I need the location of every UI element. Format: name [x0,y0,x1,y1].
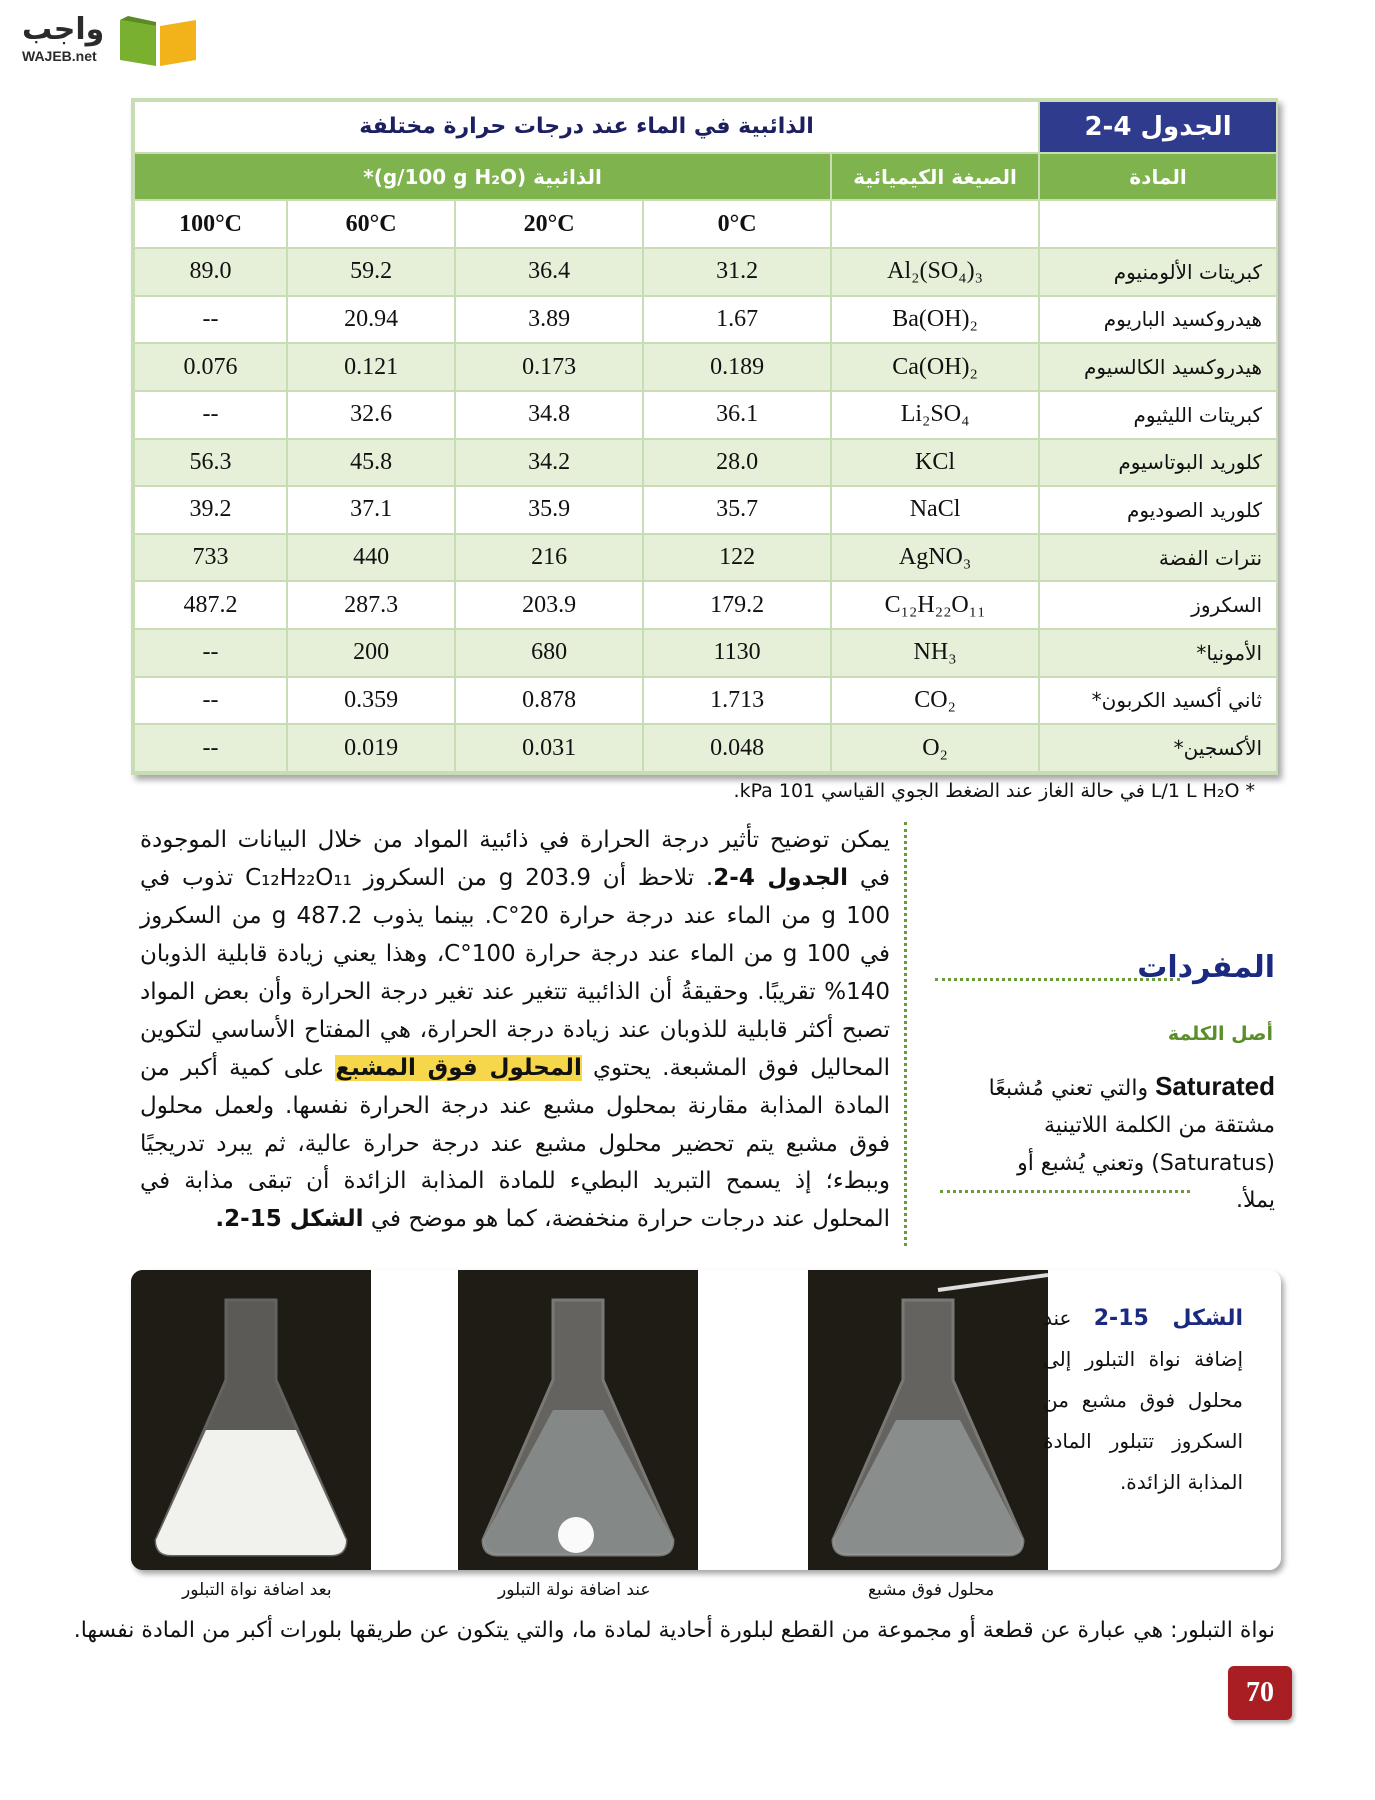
formula: Al₂(SO₄)₃ [831,248,1039,296]
divider [940,1190,1190,1193]
key-term: المحلول فوق المشبع [335,1054,582,1081]
formula: Li₂SO₄ [831,391,1039,439]
cell: 59.2 [287,248,455,296]
cell: 28.0 [643,439,831,487]
photo-after-seed [131,1270,371,1570]
cell: 34.2 [455,439,643,487]
book-icon [118,12,198,68]
cell: 36.1 [643,391,831,439]
definition-note: نواة التبلور: هي عبارة عن قطعة أو مجموعة من القطع لبلورة أحادية لمادة ما، والتي يتكون عن طريقها بلورات أكبر من المادة نفسها. [73,1618,1275,1643]
vocab-line2: مشتقة من الكلمة اللاتينية [1043,1113,1275,1139]
wajeb-logo[interactable] [10,6,190,68]
formula: NH₃ [831,629,1039,677]
cell: 0.076 [134,343,287,391]
photo-label: محلول فوق مشبع [868,1580,995,1600]
blank-cell [831,200,1039,248]
col-substance: المادة [1039,153,1277,201]
cell: 3.89 [455,296,643,344]
cell: -- [134,391,287,439]
formula: O₂ [831,724,1039,772]
formula: AgNO₃ [831,534,1039,582]
cell: 287.3 [287,581,455,629]
cell: 179.2 [643,581,831,629]
table-label: الجدول 4-2 [1039,101,1277,153]
table-row [134,343,1277,391]
photo-adding-seed [458,1270,698,1570]
substance-name: نترات الفضة [1039,534,1277,582]
page-number: 70 [1228,1666,1292,1720]
table-row [134,534,1277,582]
table-title: الذائبية في الماء عند درجات حرارة مختلفة [134,101,1039,153]
body-text-2: . تلاحظ أن 203.9 g من السكروز C₁₂H₂₂O₁₁ تذوب في 100 g من الماء عند درجة حرارة 20°C. بينما يذوب 487.2 g من السكروز في 100 g من الماء عند درجة حرارة 100°C، وهذا يعني زيادة قابلية الذوبان 140% تقريبًا. وحقيقةُ أن الذائبية تتغير عند تغير درجة الحرارة وأن بعض المواد تصبح أكثر قابلية للذوبان عند زيادة درجة الحرارة، هي المفتاح الأساسي لتكوين المحاليل فوق المشبعة. يحتوي [140,864,890,1081]
substance-name: هيدروكسيد الباريوم [1039,296,1277,344]
cell: 680 [455,629,643,677]
table-row [134,296,1277,344]
cell: 0.019 [287,724,455,772]
table-row [134,439,1277,487]
cell: 733 [134,534,287,582]
table-row [134,391,1277,439]
vocab-word: Saturated [1155,1071,1275,1101]
temp-100: 100°C [134,200,287,248]
substance-name: كبريتات الليثيوم [1039,391,1277,439]
cell: 0.878 [455,677,643,725]
temp-20: 20°C [455,200,643,248]
substance-name: كلوريد البوتاسيوم [1039,439,1277,487]
figure-reference: الشكل 15-2. [215,1206,364,1233]
cell: 35.9 [455,486,643,534]
cell: 0.189 [643,343,831,391]
cell: -- [134,296,287,344]
logo-name: واجب [22,12,105,47]
figure-caption [1043,1298,1243,1503]
table-row [134,486,1277,534]
cell: 203.9 [455,581,643,629]
cell: 0.359 [287,677,455,725]
vocab-line1: والتي تعني مُشبعًا [988,1076,1149,1101]
flask-icon [458,1270,698,1570]
cell: 122 [643,534,831,582]
divider [935,978,1180,981]
table-row [134,581,1277,629]
cell: 20.94 [287,296,455,344]
flask-icon [808,1270,1048,1570]
table-row [134,724,1277,772]
photo-supersaturated [808,1270,1048,1570]
cell: 200 [287,629,455,677]
vocab-title: المفردات [1137,950,1275,985]
substance-name: الأمونيا* [1039,629,1277,677]
formula: Ba(OH)₂ [831,296,1039,344]
table-footnote: * L/1 L H₂O في حالة الغاز عند الضغط الجوي القياسي 101 kPa. [733,780,1255,802]
cell: 56.3 [134,439,287,487]
cell: 0.031 [455,724,643,772]
cell: -- [134,629,287,677]
figure-15-2 [131,1270,1281,1570]
table-reference: الجدول 4-2 [713,864,848,891]
temp-60: 60°C [287,200,455,248]
figure-label: الشكل 15-2 [1093,1306,1243,1331]
substance-name: ثاني أكسيد الكربون* [1039,677,1277,725]
blank-cell [1039,200,1277,248]
cell: -- [134,677,287,725]
body-text-1: يمكن توضيح تأثير درجة الحرارة في ذائبية المواد من خلال البيانات الموجودة في [140,827,890,891]
formula: NaCl [831,486,1039,534]
temp-0: 0°C [643,200,831,248]
cell: 1.713 [643,677,831,725]
cell: 0.121 [287,343,455,391]
formula: Ca(OH)₂ [831,343,1039,391]
logo-site: WAJEB.net [22,48,97,64]
substance-name: الأكسجين* [1039,724,1277,772]
substance-name: كلوريد الصوديوم [1039,486,1277,534]
cell: 0.173 [455,343,643,391]
cell: 31.2 [643,248,831,296]
cell: 89.0 [134,248,287,296]
table-row [134,629,1277,677]
divider [904,822,907,1246]
flask-icon [131,1270,371,1570]
cell: 32.6 [287,391,455,439]
table-row [134,677,1277,725]
substance-name: السكروز [1039,581,1277,629]
substance-name: هيدروكسيد الكالسيوم [1039,343,1277,391]
formula: KCl [831,439,1039,487]
vocab-origin: أصل الكلمة [1167,1023,1273,1045]
cell: 216 [455,534,643,582]
figure-caption-text: عند إضافة نواة التبلور إلى محلول فوق مشبع من السكروز تتبلور المادة المذابة الزائدة. [1043,1306,1243,1494]
cell: 440 [287,534,455,582]
vocab-body [975,1070,1275,1220]
cell: 487.2 [134,581,287,629]
cell: 45.8 [287,439,455,487]
cell: 34.8 [455,391,643,439]
cell: 1.67 [643,296,831,344]
cell: -- [134,724,287,772]
cell: 1130 [643,629,831,677]
col-formula: الصيغة الكيميائية [831,153,1039,201]
formula: C₁₂H₂₂O₁₁ [831,581,1039,629]
col-solubility: الذائبية (g/100 g H₂O)* [134,153,831,201]
vocab-latin: (Saturatus) [1151,1150,1275,1176]
photo-label: عند اضافة نولة التبلور [498,1580,651,1600]
cell: 35.7 [643,486,831,534]
substance-name: كبريتات الألومنيوم [1039,248,1277,296]
cell: 39.2 [134,486,287,534]
cell: 0.048 [643,724,831,772]
table-row [134,248,1277,296]
photo-label: بعد اضافة نواة التبلور [182,1580,332,1600]
body-paragraph [140,822,890,1239]
body-text-3: على كمية أكبر من المادة المذابة مقارنة بمحلول مشبع عند درجة الحرارة نفسها. ولعمل محلول فوق مشبع يتم تحضير محلول مشبع عند درجة حرارة عالية، ثم يبرد تدريجيًا وببطء؛ إذ يسمح التبريد البطيء للمادة المذابة الزائدة أن تبقى مذابة في المحلول عند درجات حرارة منخفضة، كما هو موضح في [140,1054,890,1233]
cell: 37.1 [287,486,455,534]
solubility-table [131,98,1278,775]
vocab-line3: وتعني يُشبع أو يملأ. [1017,1150,1275,1214]
formula: CO₂ [831,677,1039,725]
cell: 36.4 [455,248,643,296]
